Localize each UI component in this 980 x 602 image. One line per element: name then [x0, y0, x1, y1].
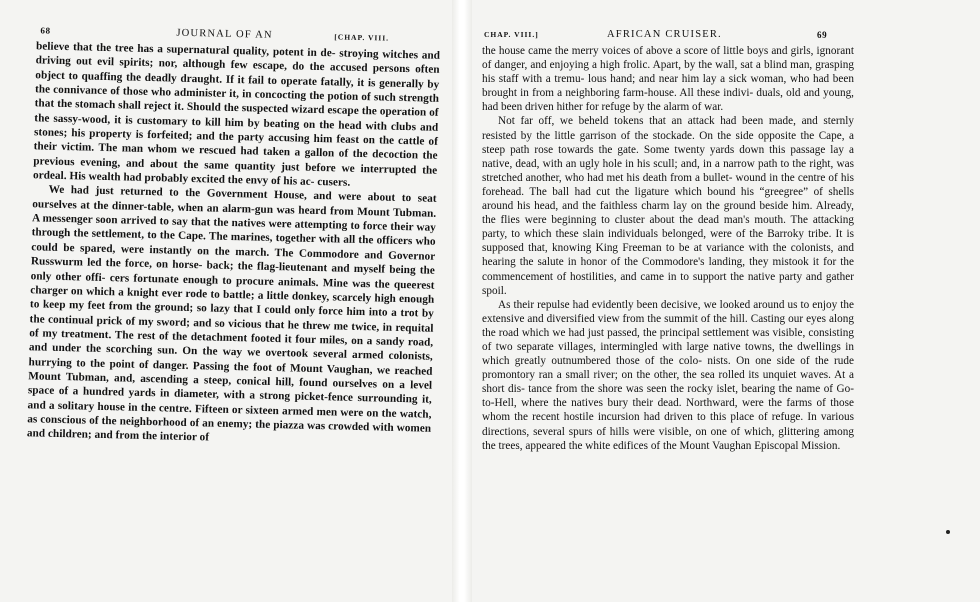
left-page [23, 21, 440, 590]
right-paragraph-2: Not far off, we beheld tokens that an attack had been made, and sternly resisted by the little garrison of the stockade. On the side opposite the Cape, a steep path rose towards the gate. Some twenty yards down this passage lay a native, dead, with an ugly hole in his scull; and, in a narrow path to the right, was stretched another, who had met his death from a bullet- wound in the centre of his forehead. The ball had cut the ligature which bound his “greegree” of shells around his head, and the faithless charm lay on the ground beside him. Already, the flies were beginning to cluster about the dead man's mouth. The attacking party, to which these slain individuals belonged, were of the Barroky tribe. It is supposed that, knowing King Freeman to be at variance with the colonists, and hearing the salute in honor of the Commodore's landing, they mistook it for the commencement of hostilities, and came in to support the native party and gather spoil. [482, 115, 854, 297]
right-page [482, 26, 854, 586]
right-running-title: AFRICAN CRUISER. [607, 29, 722, 40]
right-chapter-tag: CHAP. VIII.] [484, 30, 539, 39]
right-page-number: 69 [817, 30, 828, 40]
right-paragraph-1: the house came the merry voices of above a score of little boys and girls, ignorant of danger, and enjoying a high frolic. Apart, by the wall, sat a blind man, grasping his staff with a tremu- lous hand; and near him lay a sick woman, who had been brought in from a neighboring farm-house. All these indivi- duals, old and young, had been driven hither for refuge by the alarm of war. [482, 45, 854, 114]
left-paragraph-2: We had just returned to the Government House, and were about to seat ourselves at the dinner-table, when an alarm-gun was heard from Mount Tubman. A messenger soon arrived to say that the natives were attempting to force their way through the settlement, to the Cape. The marines, together with all the officers who could be spared, were instantly on the march. The Commodore and Governor Russwurm led the force, on horse- back; the flag-lieutenant and myself being the only other offi- cers fortunate enough to procure animals. Mine was the queerest charger on which a knight ever rode to battle; a little donkey, scarcely high enough to keep my feet from the ground; so lazy that I could only force him into a trot by the continual prick of my sword; and so vicious that he threw me twice, in requital of my treatment. The rest of the detachment footed it four miles, on a sandy road, and under the scorching sun. On the way we overtook several armed colonists, hurrying to the point of danger. Passing the foot of Mount Vaughan, we reached Mount Tubman, and, ascending a steep, conical hill, found ourselves on a level space of a hundred yards in diameter, with a strong picket-fence surrounding it, and a solitary house in the centre. Fifteen or sixteen armed men were on the watch, as conscious of the neighborhood of an enemy; the piazza was crowded with women and children; and from the interior of [26, 184, 437, 444]
book-spine-gutter [452, 0, 472, 602]
right-page-body [482, 44, 854, 453]
left-page-number: 68 [40, 25, 51, 36]
left-running-title: JOURNAL OF AN [176, 27, 273, 41]
left-chapter-tag: [CHAP. VIII. [334, 32, 390, 43]
right-paragraph-3: As their repulse had evidently been decisive, we looked around us to enjoy the extensive and diversified view from the summit of the hill. Casting our eyes along the road which we had just passed, the principal settlement was visible, consisting of two separate villages, intermingled with large native towns, the dwellings in which greatly outnumbered those of the colo- nists. On one side of the rude promontory ran a small river; on the other, the sea rolled its unquiet waves. At a short dis- tance from the shore was seen the rocky islet, bearing the name of Go-to-Hell, where the natives bury their dead. Northward, were the farms of those whom the recent hostile incursion had driven to this place of refuge. In various directions, several spurs of hills were visible, on one of which, glittering among the trees, appeared the white edifices of the Mount Vaughan Episcopal Mission. [482, 298, 854, 452]
scan-speck [946, 530, 950, 534]
left-paragraph-1: believe that the tree has a supernatural quality, potent in de- stroying witches and driving out evil spirits; nor, although few escape, do the accused persons often object to quaffing the deadly draught. If it fail to operate fatally, it is generally by the connivance of those who administer it, in concocting the potion of such strength that the stomach shall reject it. Should the suspected wizard escape the operation of the sassy-wood, it is customary to kill him by beating on the head with clubs and stones; his property is forfeited; and the party accusing him feast on the cattle of their victim. The man whom we rescued had taken a gallon of the decoction the previous evening, and about the same quantity just before we interrupted the ordeal. His wealth had probably excited the envy of his ac- cusers. [32, 40, 441, 189]
right-page-header [482, 26, 854, 44]
left-page-body [27, 39, 440, 450]
